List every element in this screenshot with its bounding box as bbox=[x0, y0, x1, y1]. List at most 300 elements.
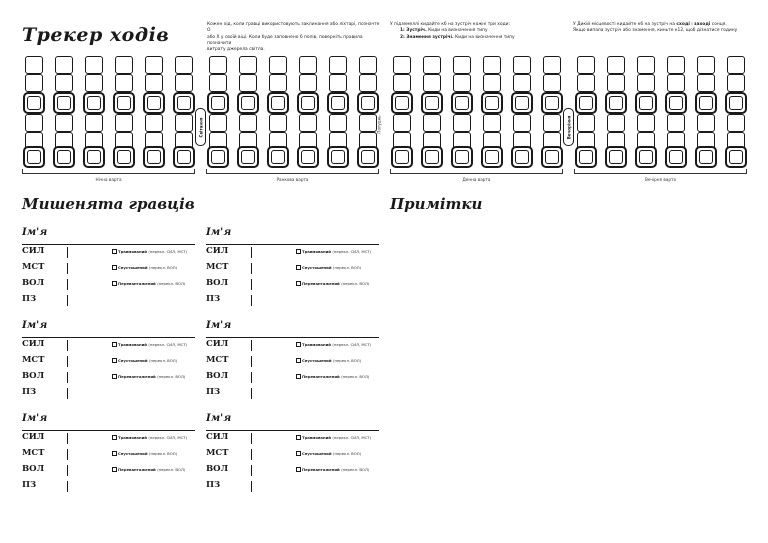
watch-checkbox[interactable] bbox=[83, 146, 105, 168]
condition-name: Травмований bbox=[118, 342, 147, 347]
watch-checkbox[interactable] bbox=[451, 146, 473, 168]
stat-abbr: СИЛ bbox=[206, 432, 229, 442]
watch-checkbox[interactable] bbox=[391, 92, 413, 114]
watch-checkbox[interactable] bbox=[173, 92, 195, 114]
turn-checkbox[interactable] bbox=[453, 56, 471, 74]
stat-abbr: ВОЛ bbox=[206, 464, 229, 474]
condition-name: Перевантажений bbox=[118, 467, 156, 472]
tracker-column bbox=[268, 52, 288, 172]
turn-checkbox[interactable] bbox=[483, 56, 501, 74]
stat-row bbox=[22, 479, 195, 493]
turn-checkbox[interactable] bbox=[115, 114, 133, 132]
turn-checkbox[interactable] bbox=[483, 74, 501, 92]
condition-checkbox[interactable] bbox=[296, 342, 301, 347]
condition bbox=[296, 249, 371, 254]
turn-checkbox[interactable] bbox=[329, 74, 347, 92]
tracker-column bbox=[174, 52, 194, 172]
condition-note: (перекл. ВОЛ) bbox=[341, 467, 370, 472]
turn-checkbox[interactable] bbox=[607, 114, 625, 132]
watch-checkbox[interactable] bbox=[421, 92, 443, 114]
turn-checkbox[interactable] bbox=[393, 56, 411, 74]
stat-value-field[interactable] bbox=[251, 295, 252, 306]
turn-checkbox[interactable] bbox=[543, 74, 561, 92]
watch-checkbox[interactable] bbox=[173, 146, 195, 168]
turn-checkbox[interactable] bbox=[299, 56, 317, 74]
watch-checkbox[interactable] bbox=[143, 146, 165, 168]
condition-note: (перекл. ВОЛ) bbox=[157, 281, 186, 286]
condition-name: Перевантажений bbox=[118, 374, 156, 379]
watch-checkbox[interactable] bbox=[113, 92, 135, 114]
period-label: Денна варта bbox=[462, 177, 491, 182]
condition-name: Травмований bbox=[118, 249, 147, 254]
condition-name: Перевантажений bbox=[302, 467, 340, 472]
condition-checkbox[interactable] bbox=[296, 467, 301, 472]
condition bbox=[112, 358, 177, 363]
watch-checkbox[interactable] bbox=[83, 92, 105, 114]
turn-checkbox[interactable] bbox=[55, 74, 73, 92]
turn-checkbox[interactable] bbox=[329, 56, 347, 74]
stat-value-field[interactable] bbox=[251, 279, 252, 290]
watch-checkbox[interactable] bbox=[481, 146, 503, 168]
watch-checkbox[interactable] bbox=[665, 92, 687, 114]
stat-row bbox=[206, 261, 379, 275]
stat-row bbox=[22, 370, 195, 384]
condition bbox=[296, 281, 369, 286]
turn-checkbox[interactable] bbox=[513, 74, 531, 92]
condition bbox=[112, 451, 177, 456]
condition-note: (перекл. ВОЛ) bbox=[333, 358, 362, 363]
turn-checkbox[interactable] bbox=[607, 74, 625, 92]
watch-checkbox[interactable] bbox=[267, 92, 289, 114]
watch-checkbox[interactable] bbox=[237, 146, 259, 168]
watch-checkbox[interactable] bbox=[391, 146, 413, 168]
turn-checkbox[interactable] bbox=[239, 56, 257, 74]
turn-checkbox[interactable] bbox=[513, 56, 531, 74]
watch-checkbox[interactable] bbox=[327, 146, 349, 168]
stat-row bbox=[206, 354, 379, 368]
tracker-column bbox=[238, 52, 258, 172]
condition-checkbox[interactable] bbox=[112, 435, 117, 440]
stat-row bbox=[206, 431, 379, 445]
stat-value-field[interactable] bbox=[67, 433, 68, 444]
condition-name: Травмований bbox=[302, 249, 331, 254]
turn-checkbox[interactable] bbox=[299, 74, 317, 92]
stat-value-field[interactable] bbox=[251, 372, 252, 383]
mouse-card bbox=[22, 320, 195, 402]
stat-abbr: СИЛ bbox=[206, 246, 229, 256]
stat-value-field[interactable] bbox=[251, 388, 252, 399]
stat-value-field[interactable] bbox=[67, 263, 68, 274]
condition-name: Перевантажений bbox=[302, 281, 340, 286]
condition bbox=[112, 374, 185, 379]
condition-name: Травмований bbox=[302, 342, 331, 347]
tracker-column bbox=[512, 52, 532, 172]
watch-checkbox[interactable] bbox=[541, 92, 563, 114]
stat-value-field[interactable] bbox=[67, 465, 68, 476]
stat-value-field[interactable] bbox=[67, 247, 68, 258]
condition bbox=[296, 435, 371, 440]
stat-abbr: ПЗ bbox=[22, 387, 37, 397]
condition-name: Травмований bbox=[118, 435, 147, 440]
watch-checkbox[interactable] bbox=[207, 146, 229, 168]
stat-value-field[interactable] bbox=[67, 449, 68, 460]
turn-checkbox[interactable] bbox=[239, 74, 257, 92]
tracker-column bbox=[24, 52, 44, 172]
condition-note: (перекл. ВОЛ) bbox=[341, 281, 370, 286]
stat-row bbox=[22, 447, 195, 461]
watch-checkbox[interactable] bbox=[23, 92, 45, 114]
watch-checkbox[interactable] bbox=[665, 146, 687, 168]
stat-row bbox=[22, 338, 195, 352]
stat-row bbox=[206, 479, 379, 493]
stat-abbr: ВОЛ bbox=[22, 278, 45, 288]
condition bbox=[296, 342, 371, 347]
page-title: Трекер ходів bbox=[22, 24, 170, 46]
turn-checkbox[interactable] bbox=[269, 56, 287, 74]
turn-checkbox[interactable] bbox=[175, 74, 193, 92]
tracker-column bbox=[542, 52, 562, 172]
condition-checkbox[interactable] bbox=[296, 265, 301, 270]
watch-checkbox[interactable] bbox=[605, 92, 627, 114]
tracker-column bbox=[328, 52, 348, 172]
stat-abbr: ВОЛ bbox=[22, 464, 45, 474]
intro-light-rules bbox=[207, 22, 382, 53]
mouse-card bbox=[206, 320, 379, 402]
mouse-card bbox=[22, 227, 195, 309]
stat-value-field[interactable] bbox=[67, 481, 68, 492]
intro-line: Кожен хід, коли гравці використовують заклинання або ліхтарі, позначте О bbox=[207, 22, 380, 34]
watch-checkbox[interactable] bbox=[511, 92, 533, 114]
condition-checkbox[interactable] bbox=[296, 435, 301, 440]
turn-checkbox[interactable] bbox=[543, 114, 561, 132]
period-bracket bbox=[390, 169, 563, 174]
condition bbox=[112, 435, 187, 440]
turn-checkbox[interactable] bbox=[423, 56, 441, 74]
period-label: Ранкова варта bbox=[276, 177, 309, 182]
turn-checkbox[interactable] bbox=[359, 56, 377, 74]
turn-checkbox[interactable] bbox=[209, 74, 227, 92]
watch-checkbox[interactable] bbox=[23, 146, 45, 168]
watch-checkbox[interactable] bbox=[53, 92, 75, 114]
intro-text: і bbox=[691, 22, 693, 27]
mouse-name-label[interactable]: Ім'я bbox=[206, 227, 232, 238]
turn-checkbox[interactable] bbox=[727, 56, 745, 74]
turn-checkbox[interactable] bbox=[393, 74, 411, 92]
turn-checkbox[interactable] bbox=[637, 74, 655, 92]
intro-text: У Дикій місцевості кидайте к6 на зустріч на bbox=[573, 22, 675, 27]
condition-checkbox[interactable] bbox=[296, 249, 301, 254]
tracker-column bbox=[392, 52, 412, 172]
turn-checkbox[interactable] bbox=[209, 56, 227, 74]
condition-checkbox[interactable] bbox=[112, 342, 117, 347]
watch-checkbox[interactable] bbox=[695, 92, 717, 114]
stat-abbr: ПЗ bbox=[22, 294, 37, 304]
dusk-marker-label: Вечоріння bbox=[566, 115, 571, 139]
stat-abbr: ВОЛ bbox=[22, 371, 45, 381]
dawn-marker-label: Світання bbox=[198, 117, 204, 137]
mouse-name-label[interactable]: Ім'я bbox=[206, 320, 232, 331]
dusk-marker bbox=[563, 108, 574, 146]
turn-checkbox[interactable] bbox=[85, 56, 103, 74]
encounter-num: 1: bbox=[400, 28, 405, 34]
condition-checkbox[interactable] bbox=[296, 281, 301, 286]
condition-name: Перевантажений bbox=[118, 281, 156, 286]
stat-value-field[interactable] bbox=[67, 372, 68, 383]
turn-checkbox[interactable] bbox=[209, 114, 227, 132]
turn-checkbox[interactable] bbox=[423, 114, 441, 132]
watch-checkbox[interactable] bbox=[207, 92, 229, 114]
stat-value-field[interactable] bbox=[251, 263, 252, 274]
turn-checkbox[interactable] bbox=[145, 74, 163, 92]
condition-checkbox[interactable] bbox=[112, 281, 117, 286]
stat-abbr: МСТ bbox=[22, 355, 45, 365]
period-bracket bbox=[22, 169, 195, 174]
tracker-column bbox=[298, 52, 318, 172]
mouse-name-label[interactable]: Ім'я bbox=[22, 320, 48, 331]
stat-value-field[interactable] bbox=[67, 295, 68, 306]
turn-checkbox[interactable] bbox=[55, 56, 73, 74]
watch-checkbox[interactable] bbox=[267, 146, 289, 168]
watch-checkbox[interactable] bbox=[541, 146, 563, 168]
tracker-column bbox=[726, 52, 746, 172]
stat-row bbox=[206, 447, 379, 461]
condition-note: (перекл. ВОЛ) bbox=[149, 451, 178, 456]
turn-checkbox[interactable] bbox=[145, 114, 163, 132]
condition-note: (перекл. ВОЛ) bbox=[333, 451, 362, 456]
turn-checkbox[interactable] bbox=[637, 114, 655, 132]
turn-checkbox[interactable] bbox=[667, 114, 685, 132]
stat-value-field[interactable] bbox=[251, 433, 252, 444]
tracker-column bbox=[482, 52, 502, 172]
turn-checkbox[interactable] bbox=[667, 56, 685, 74]
encounter-name: Зустріч. bbox=[406, 28, 427, 34]
encounter-num: 2: bbox=[400, 34, 405, 40]
mouse-name-label[interactable]: Ім'я bbox=[22, 227, 48, 238]
section-title-targets: Мишенята гравців bbox=[22, 195, 195, 213]
turn-checkbox[interactable] bbox=[697, 56, 715, 74]
stat-value-field[interactable] bbox=[251, 465, 252, 476]
watch-checkbox[interactable] bbox=[725, 92, 747, 114]
turn-checkbox[interactable] bbox=[727, 74, 745, 92]
stat-abbr: ПЗ bbox=[206, 387, 221, 397]
mouse-card bbox=[206, 413, 379, 495]
stat-row bbox=[206, 370, 379, 384]
turn-checkbox[interactable] bbox=[577, 114, 595, 132]
stat-row bbox=[22, 386, 195, 400]
turn-checkbox[interactable] bbox=[697, 74, 715, 92]
turn-checkbox[interactable] bbox=[269, 74, 287, 92]
watch-checkbox[interactable] bbox=[481, 92, 503, 114]
stat-row bbox=[22, 463, 195, 477]
stat-row bbox=[22, 431, 195, 445]
encounter-name: Знамення зустрічі. bbox=[406, 34, 454, 40]
condition bbox=[296, 358, 361, 363]
watch-checkbox[interactable] bbox=[143, 92, 165, 114]
stat-abbr: МСТ bbox=[22, 448, 45, 458]
turn-checkbox[interactable] bbox=[329, 114, 347, 132]
turn-checkbox[interactable] bbox=[393, 114, 411, 132]
condition-note: (перекл. ВОЛ) bbox=[157, 467, 186, 472]
condition-note: (перекл. ВОЛ) bbox=[149, 358, 178, 363]
stat-abbr: СИЛ bbox=[206, 339, 229, 349]
period-bracket bbox=[206, 169, 379, 174]
tracker-column bbox=[84, 52, 104, 172]
turn-checkbox[interactable] bbox=[667, 74, 685, 92]
watch-checkbox[interactable] bbox=[113, 146, 135, 168]
stat-abbr: МСТ bbox=[22, 262, 45, 272]
period-bracket bbox=[574, 169, 747, 174]
turn-checkbox[interactable] bbox=[453, 74, 471, 92]
stat-value-field[interactable] bbox=[251, 247, 252, 258]
condition-note: (перекл. СИЛ, МСТ) bbox=[148, 249, 188, 254]
turn-checkbox[interactable] bbox=[299, 114, 317, 132]
turn-checkbox[interactable] bbox=[637, 56, 655, 74]
stat-value-field[interactable] bbox=[251, 449, 252, 460]
turn-checkbox[interactable] bbox=[577, 74, 595, 92]
mouse-name-label[interactable]: Ім'я bbox=[22, 413, 48, 424]
watch-checkbox[interactable] bbox=[635, 146, 657, 168]
stat-abbr: ПЗ bbox=[206, 480, 221, 490]
stat-abbr: МСТ bbox=[206, 355, 229, 365]
turn-checkbox[interactable] bbox=[577, 56, 595, 74]
watch-checkbox[interactable] bbox=[575, 146, 597, 168]
watch-checkbox[interactable] bbox=[357, 92, 379, 114]
condition-checkbox[interactable] bbox=[112, 358, 117, 363]
watch-checkbox[interactable] bbox=[695, 146, 717, 168]
turn-checkbox[interactable] bbox=[607, 56, 625, 74]
condition-checkbox[interactable] bbox=[112, 467, 117, 472]
tracker-column bbox=[696, 52, 716, 172]
stat-value-field[interactable] bbox=[251, 340, 252, 351]
stat-row bbox=[206, 386, 379, 400]
stat-value-field[interactable] bbox=[251, 356, 252, 367]
condition-checkbox[interactable] bbox=[112, 451, 117, 456]
condition-checkbox[interactable] bbox=[112, 249, 117, 254]
stat-value-field[interactable] bbox=[67, 388, 68, 399]
turn-checkbox[interactable] bbox=[145, 56, 163, 74]
condition-checkbox[interactable] bbox=[296, 451, 301, 456]
stat-row bbox=[22, 354, 195, 368]
turn-checkbox[interactable] bbox=[543, 56, 561, 74]
turn-checkbox[interactable] bbox=[25, 114, 43, 132]
turn-checkbox[interactable] bbox=[269, 114, 287, 132]
condition bbox=[112, 249, 187, 254]
turn-checkbox[interactable] bbox=[115, 74, 133, 92]
watch-checkbox[interactable] bbox=[635, 92, 657, 114]
turn-checkbox[interactable] bbox=[359, 114, 377, 132]
intro-line: Якщо випала зустріч або знамення, киньте к12, щоб дізнатися годину bbox=[573, 28, 738, 34]
turn-checkbox[interactable] bbox=[115, 56, 133, 74]
watch-checkbox[interactable] bbox=[53, 146, 75, 168]
turn-checkbox[interactable] bbox=[55, 114, 73, 132]
condition-name: Травмований bbox=[302, 435, 331, 440]
condition-name: Перевантажений bbox=[302, 374, 340, 379]
turn-checkbox[interactable] bbox=[25, 56, 43, 74]
watch-checkbox[interactable] bbox=[451, 92, 473, 114]
mouse-name-label[interactable]: Ім'я bbox=[206, 413, 232, 424]
tracker-column bbox=[144, 52, 164, 172]
condition-name: Спустошений bbox=[118, 358, 148, 363]
stat-abbr: МСТ bbox=[206, 448, 229, 458]
period-label: Нічна варта bbox=[95, 177, 122, 182]
condition-note: (перекл. ВОЛ) bbox=[149, 265, 178, 270]
turn-checkbox[interactable] bbox=[359, 74, 377, 92]
watch-checkbox[interactable] bbox=[511, 146, 533, 168]
period-label: Вечірня варта bbox=[644, 177, 677, 182]
stat-value-field[interactable] bbox=[67, 340, 68, 351]
stat-value-field[interactable] bbox=[67, 356, 68, 367]
tracker-column bbox=[666, 52, 686, 172]
watch-checkbox[interactable] bbox=[575, 92, 597, 114]
stat-row bbox=[22, 261, 195, 275]
turn-checkbox[interactable] bbox=[697, 114, 715, 132]
watch-checkbox[interactable] bbox=[421, 146, 443, 168]
turn-checkbox[interactable] bbox=[25, 74, 43, 92]
encounter-item bbox=[390, 35, 565, 41]
watch-checkbox[interactable] bbox=[605, 146, 627, 168]
stat-abbr: ВОЛ bbox=[206, 371, 229, 381]
stat-row bbox=[206, 293, 379, 307]
condition-note: (перекл. СИЛ, МСТ) bbox=[332, 342, 372, 347]
condition-note: (перекл. СИЛ, МСТ) bbox=[332, 249, 372, 254]
stat-row bbox=[206, 463, 379, 477]
turn-checkbox[interactable] bbox=[85, 114, 103, 132]
watch-checkbox[interactable] bbox=[327, 92, 349, 114]
turn-checkbox[interactable] bbox=[175, 114, 193, 132]
intro-text: сонця. bbox=[711, 22, 727, 27]
turn-checkbox[interactable] bbox=[175, 56, 193, 74]
encounter-text: Киди на визначення типу bbox=[455, 34, 515, 40]
dawn-marker bbox=[195, 108, 206, 146]
condition-name: Спустошений bbox=[118, 451, 148, 456]
condition-checkbox[interactable] bbox=[112, 265, 117, 270]
tracker-column bbox=[422, 52, 442, 172]
turn-checkbox[interactable] bbox=[423, 74, 441, 92]
watch-checkbox[interactable] bbox=[725, 146, 747, 168]
condition bbox=[112, 467, 185, 472]
condition-checkbox[interactable] bbox=[296, 374, 301, 379]
turn-checkbox[interactable] bbox=[239, 114, 257, 132]
condition-note: (перекл. ВОЛ) bbox=[157, 374, 186, 379]
stat-row bbox=[22, 245, 195, 259]
watch-checkbox[interactable] bbox=[237, 92, 259, 114]
condition-checkbox[interactable] bbox=[112, 374, 117, 379]
tracker-column bbox=[636, 52, 656, 172]
stat-value-field[interactable] bbox=[67, 279, 68, 290]
turn-checkbox[interactable] bbox=[727, 114, 745, 132]
tracker-column bbox=[114, 52, 134, 172]
watch-checkbox[interactable] bbox=[357, 146, 379, 168]
watch-checkbox[interactable] bbox=[297, 146, 319, 168]
stat-value-field[interactable] bbox=[251, 481, 252, 492]
turn-checkbox[interactable] bbox=[453, 114, 471, 132]
turn-checkbox[interactable] bbox=[483, 114, 501, 132]
watch-checkbox[interactable] bbox=[297, 92, 319, 114]
stat-row bbox=[22, 277, 195, 291]
intro-line: витрату джерела світла. bbox=[207, 47, 265, 53]
tracker-column bbox=[576, 52, 596, 172]
condition bbox=[296, 451, 361, 456]
encounter-text: Киди на визначення типу bbox=[428, 28, 488, 34]
turn-checkbox[interactable] bbox=[85, 74, 103, 92]
turn-checkbox[interactable] bbox=[513, 114, 531, 132]
tracker-column bbox=[606, 52, 626, 172]
stat-abbr: ПЗ bbox=[22, 480, 37, 490]
condition-checkbox[interactable] bbox=[296, 358, 301, 363]
condition-name: Спустошений bbox=[302, 358, 332, 363]
stat-abbr: МСТ bbox=[206, 262, 229, 272]
mouse-card bbox=[22, 413, 195, 495]
